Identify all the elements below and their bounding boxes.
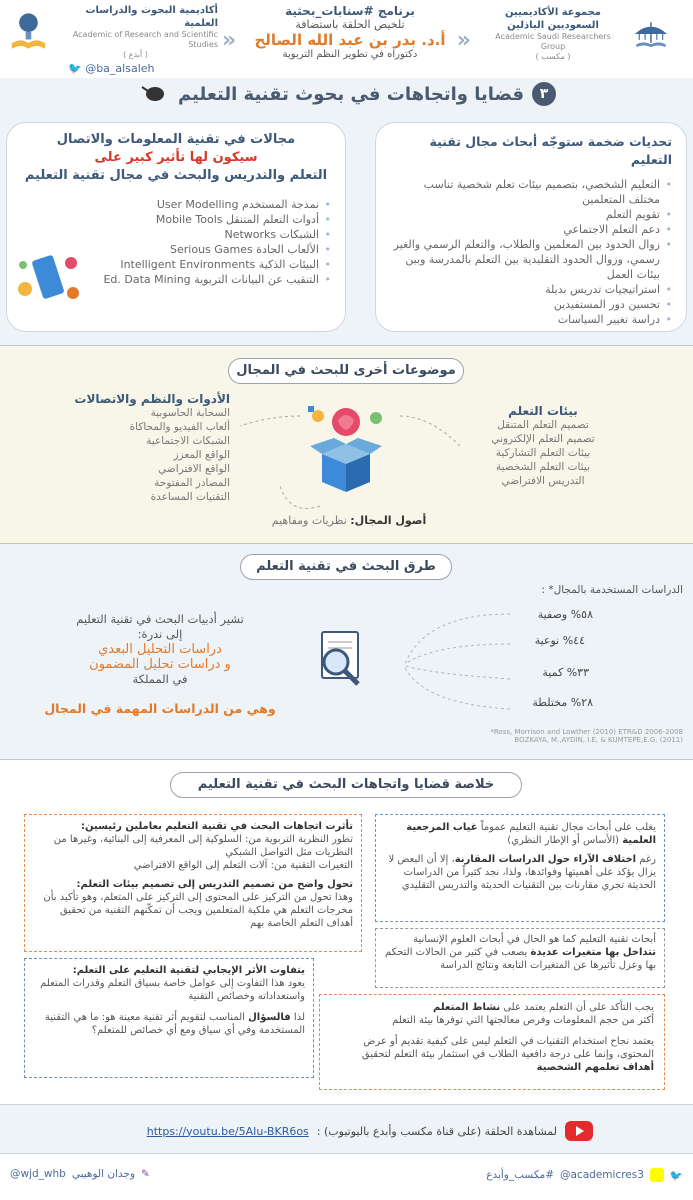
footer-right xyxy=(486,1168,683,1182)
twitter-handle[interactable]: 🐦 @ba_alsaleh xyxy=(68,62,155,75)
ict-heading-2: سيكون لها تأثير كبير على xyxy=(94,150,258,165)
stats-head: الدراسات المستخدمة بالمجال* : xyxy=(541,584,683,596)
summary-para: يجب التأكد على أن التعلم يعتمد على نشاط المتعلم أكثر من حجم المعلومات وفرص معالجتها التي توفرها بيئة التعلم xyxy=(392,1002,654,1026)
summary-para: لذا فالسؤال المناسب لتقويم أثر تقنية معينة هو: ما هي التقنية المستخدمة وفي أي سياق ومع أي خصائص للمتعلم؟ xyxy=(44,1012,305,1036)
ict-heading-3: التعلم والتدريس والبحث في مجال تقنية التعليم xyxy=(24,168,328,183)
left-logo-tag: ( أبدع ) xyxy=(123,50,148,59)
summary-box-left-2 xyxy=(24,958,314,1078)
list-item: • استراتيجيات تدريس بديلة xyxy=(390,282,672,297)
challenges-card xyxy=(375,122,687,332)
learning-env-head: بيئات التعلم xyxy=(508,404,578,418)
summary-para: رغم اختلاف الآراء حول الدراسات المقارنة، إلا أن البعض لا يزال يؤكد على أهميتها وفوائدها، ولذا، نجد كثيراً من الدراسات الحديثة تجري مقارنات بين التقنيات الحديثة والتدريس التقليدي xyxy=(388,854,656,891)
challenges-heading: تحديات ضخمة ستوجّه أبحاث مجال تقنية التعليم xyxy=(429,134,672,167)
stat-row: ٢٨% مختلطة xyxy=(532,696,593,709)
topics-title: موضوعات أخرى للبحث في المجال xyxy=(228,358,464,384)
document-search-icon xyxy=(308,626,374,692)
reference: *Ross, Morrison and Lowther (2010) ETR&D 2006-2008 BOZKAYA, M.,AYDIN, İ.E, & KUMTEPE,E.G. (2011) xyxy=(490,728,683,744)
list-item: السحابة الحاسوبية xyxy=(150,407,230,419)
summary-head: تأثرت اتجاهات البحث في تقنية التعليم بعاملين رئيسين: xyxy=(81,821,353,832)
ict-list xyxy=(101,197,331,287)
stat-row: ٤٤% نوعية xyxy=(534,634,585,647)
section1-title: قضايا واتجاهات في بحوث تقنية التعليم xyxy=(178,83,524,105)
summary-para: يعود هذا التفاوت إلى عوامل خاصة بسياق التعلم وقدرات المتعلم واستعداداته وخصائص التقنية xyxy=(40,978,305,1002)
list-item: بيئات التعلم التشاركية xyxy=(495,447,591,459)
footer-hashtag[interactable]: #مكسب_وأبدع xyxy=(486,1169,555,1181)
learning-environments xyxy=(463,404,623,488)
list-item: • زوال الحدود بين المعلمين والطلاب، والتعلم الرسمي والغير رسمي، وزوال الحدود التقليدية بين التعلم بالمدرسة وبين بيئات العمل xyxy=(390,237,672,282)
video-link-label: لمشاهدة الحلقة (على قناة مكسب وأبدع باليوتيوب) : xyxy=(316,1124,557,1138)
author-name: وجدان الوهيبي xyxy=(71,1168,136,1180)
importance-line: وهي من الدراسات المهمة في المجال xyxy=(44,701,276,716)
list-item: الواقع المعزز xyxy=(173,449,230,461)
list-item: • تحسين دور المستفيدين xyxy=(390,297,672,312)
guest-name: أ.د. بدر بن عبد الله الصالح xyxy=(254,31,446,49)
summary-box-right-2 xyxy=(375,928,665,988)
footer xyxy=(0,1154,693,1200)
ict-heading-1: مجالات في تقنية المعلومات والاتصال xyxy=(56,132,296,147)
header xyxy=(0,0,693,78)
author-handle[interactable]: @wjd_whb xyxy=(10,1168,66,1180)
scarcity-line: في المملكة xyxy=(132,672,188,686)
dashed-arrows xyxy=(230,406,470,516)
lamp-book-icon xyxy=(8,8,49,56)
right-logo-ar: مجموعة الأكاديميين السعوديين الباذلين xyxy=(505,7,601,31)
chevron-left-icon-2: « xyxy=(222,28,237,53)
youtube-icon[interactable] xyxy=(565,1121,593,1141)
list-item: بيئات التعلم الشخصية xyxy=(496,461,590,473)
list-item: • التنقيب عن البيانات التربوية Ed. Data Mining xyxy=(101,272,331,287)
right-logo-tag: ( مكسب ) xyxy=(535,52,571,61)
section1-title-row xyxy=(128,82,568,106)
scarcity-line: إلى ندرة: xyxy=(137,627,183,641)
summary-para: التغيرات التقنية من: آلات التعلم إلى الواقع الافتراضي xyxy=(133,860,353,871)
footer-left xyxy=(10,1168,150,1180)
meta-analysis: دراسات التحليل البعدي xyxy=(98,642,222,657)
summary-head: يتفاوت الأثر الإيجابي لتقنية التعليم على التعلم: xyxy=(72,965,305,976)
episode-info xyxy=(245,4,455,60)
list-item: تصميم التعلم الإلكتروني xyxy=(491,433,595,445)
section-research-methods xyxy=(0,544,693,760)
stats-connectors xyxy=(395,604,515,724)
list-item: • دراسة تغيير السياسات xyxy=(390,312,672,327)
list-item: • الشبكات Networks xyxy=(101,227,331,242)
summary-para: تطور النظرية التربوية من: السلوكية إلى المعرفية إلى البنائية، وغيرها من النظريات مثل التواصل الشبكي xyxy=(53,834,353,858)
section-topics xyxy=(0,346,693,544)
snapchat-icon[interactable] xyxy=(650,1168,664,1182)
field-origins-head: أصول المجال: xyxy=(350,514,427,527)
left-logo xyxy=(8,4,218,75)
list-item: الواقع الافتراضي xyxy=(158,463,230,475)
list-item: الشبكات الاجتماعية xyxy=(146,435,230,447)
list-item: • دعم التعلم الاجتماعي xyxy=(390,222,672,237)
footer-handle[interactable]: @academicres3 xyxy=(560,1169,644,1181)
stat-row: ٥٨% وصفية xyxy=(537,608,593,621)
right-logo-en: Academic Saudi Researchers Group xyxy=(495,32,611,51)
list-item: تصميم التعلم المتنقل xyxy=(497,419,589,431)
content-analysis: و دراسات تحليل المضمون xyxy=(89,657,231,672)
scarcity-text xyxy=(28,612,292,716)
summary-para: يعتمد نجاح استخدام التقنيات في التعلم ليس على كيفية تقديم أو عرض المحتوى، وإنما على درجة دافعية الطلاب في استثمار بيئة التعلم لتحقيق أهداف تعلمهم الشخصية xyxy=(361,1036,654,1073)
ict-fields-card xyxy=(6,122,346,332)
list-item: • التعليم الشخصي، بتصميم بيئات تعلم شخصية تناسب مختلف المتعلمين xyxy=(390,177,672,207)
list-item: ألعاب الفيديو والمحاكاة xyxy=(129,421,230,433)
list-item: المصادر المفتوحة xyxy=(154,477,230,489)
list-item: • البيئات الذكية Intelligent Environments xyxy=(101,257,331,272)
video-link[interactable]: https://youtu.be/5AIu-BKR6os xyxy=(146,1124,309,1138)
left-logo-en: Academic of Research and Scientific Studies xyxy=(72,30,218,49)
field-origins-text: نظريات ومفاهيم xyxy=(271,514,347,527)
list-item: • نمذجة المستخدم User Modelling xyxy=(101,197,331,212)
video-link-bar xyxy=(0,1104,693,1154)
section-issues xyxy=(0,78,693,346)
stat-row: ٣٣% كمية xyxy=(542,666,589,679)
scarcity-line: تشير أدبيات البحث في تقنية التعليم xyxy=(76,612,244,626)
twitter-icon: 🐦 xyxy=(68,62,82,75)
twitter-icon[interactable]: 🐦 xyxy=(669,1169,683,1182)
section-number-badge: ٣ xyxy=(532,82,556,106)
summary-box-right-3 xyxy=(319,994,665,1090)
summary-para: أبحاث تقنية التعليم كما هو الحال في أبحاث العلوم الإنسانية تتداخل بها متغيرات عديدة يصعب في كثير من الحالات التحكم بها وعزل تأثيرها عن المتغيرات التابعة ونتائج الدراسة xyxy=(385,934,656,971)
pen-icon: ✎ xyxy=(141,1168,150,1180)
umbrella-book-icon xyxy=(629,12,673,56)
summary-para: وهذا تحول من التركيز على المحتوى إلى التركيز على المتعلم، وهو تأكيد بأن مخرجات التعلم هي ملكية المتعلمين ويجب أن تمكّنهم التقنية من تحقيق أهداف التعلم الخاصة بهم xyxy=(43,892,353,929)
summary-title: خلاصة قضايا واتجاهات البحث في تقنية التعليم xyxy=(170,772,522,798)
summary-line: تلخيص الحلقة باستضافة xyxy=(295,18,405,31)
right-logo xyxy=(483,6,673,62)
summary-box-left-1 xyxy=(24,814,362,952)
challenges-list xyxy=(390,177,672,327)
list-item: التدريس الافتراضي xyxy=(501,475,585,487)
list-item: • تقويم التعلم xyxy=(390,207,672,222)
summary-head: تحول واضح من تصميم التدريس إلى تصميم بيئات التعلم: xyxy=(76,879,353,890)
field-origins xyxy=(254,514,444,527)
summary-para: يغلب على أبحاث مجال تقنية التعليم عموماً غياب المرجعية العلمية (الأساس أو الإطار النظري) xyxy=(406,822,656,846)
tools-head: الأدوات والنظم والاتصالات xyxy=(74,392,230,406)
video-link-row xyxy=(147,1121,593,1141)
section-summary xyxy=(0,760,693,1104)
methods-title: طرق البحث في تقنية التعلم xyxy=(240,554,452,580)
tools-systems xyxy=(60,392,230,504)
mouse-icon xyxy=(140,83,170,105)
left-logo-ar: أكاديمية البحوث والدراسات العلمية xyxy=(85,5,218,29)
program-line: برنامج #سنابات_بحثية xyxy=(285,4,415,18)
guest-title: دكتوراه في تطوير النظم التربوية xyxy=(282,49,418,60)
list-item: التقنيات المساعدة xyxy=(150,491,230,503)
list-item: • أدوات التعلم المتنقل Mobile Tools xyxy=(101,212,331,227)
list-item: • الألعاب الجادة Serious Games xyxy=(101,242,331,257)
mobile-apps-icon xyxy=(15,249,85,309)
summary-box-right-1 xyxy=(375,814,665,922)
chevron-left-icon: « xyxy=(456,28,471,53)
